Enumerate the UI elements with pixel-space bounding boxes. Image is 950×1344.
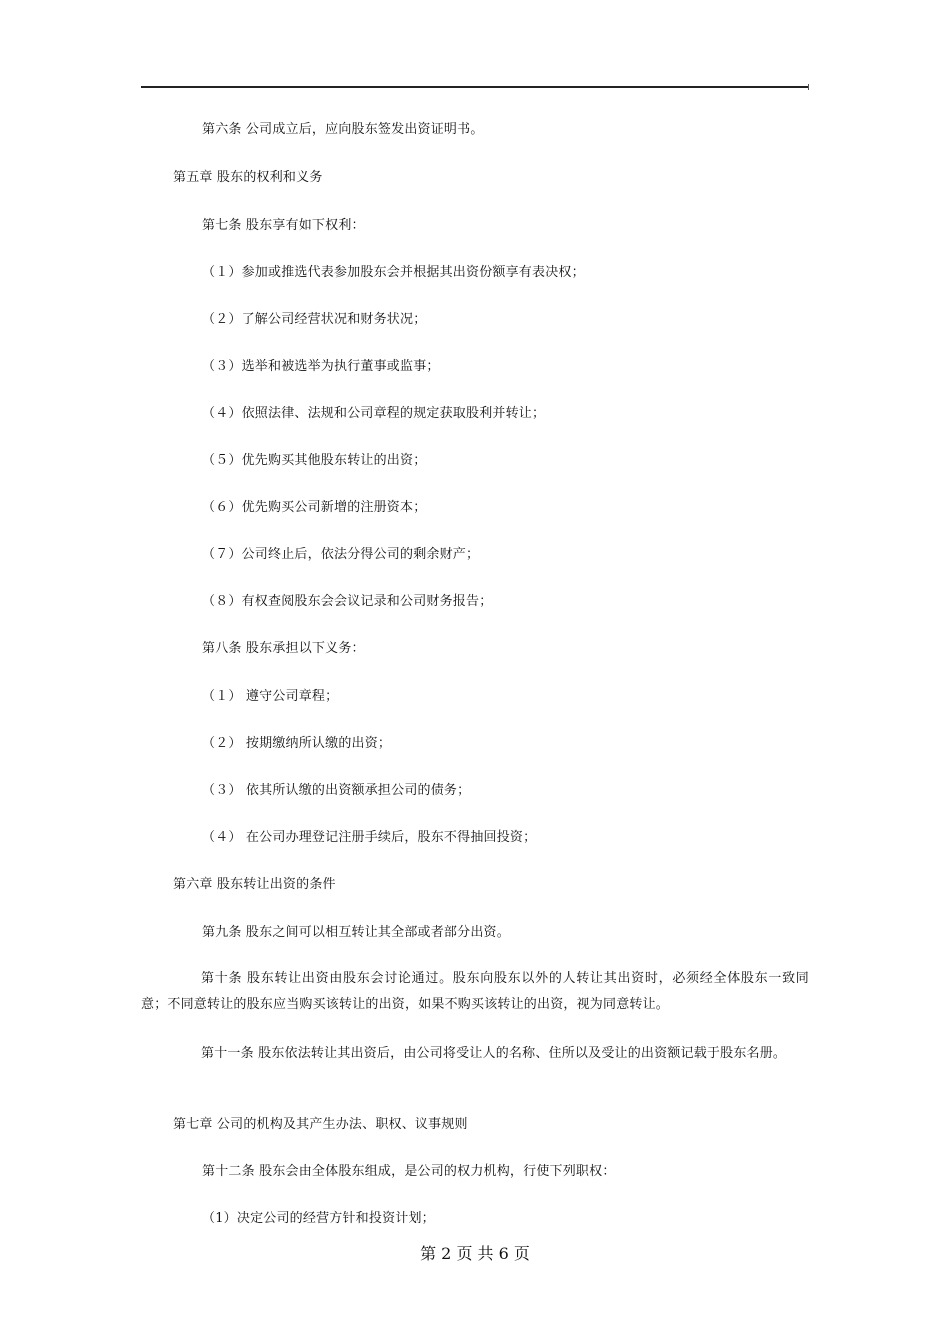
article-10: 第十条 股东转让出资由股东会讨论通过。股东向股东以外的人转让其出资时，必须经全体股东一致同意；不同意转让的股东应当购买该转让的出资，如果不购买该转让的出资，视为同意转让。 xyxy=(141,971,809,1012)
article-12: 第十二条 股东会由全体股东组成，是公司的权力机构，行使下列职权： xyxy=(202,1164,616,1179)
right-item-6: （６）优先购买公司新增的注册资本； xyxy=(202,500,427,515)
chapter-6-heading: 第六章 股东转让出资的条件 xyxy=(173,877,336,892)
right-item-5: （５）优先购买其他股东转让的出资； xyxy=(202,453,427,468)
duty-item-2: （２） 按期缴纳所认缴的出资； xyxy=(202,736,392,751)
header-rule-mark xyxy=(808,84,809,90)
chapter-5-heading: 第五章 股东的权利和义务 xyxy=(173,170,323,185)
article-11: 第十一条 股东依法转让其出资后，由公司将受让人的名称、住所以及受让的出资额记载于股东名册。 xyxy=(201,1046,787,1061)
article-6: 第六条 公司成立后，应向股东签发出资证明书。 xyxy=(202,122,484,137)
right-item-3: （３）选举和被选举为执行董事或监事； xyxy=(202,359,440,374)
header-rule xyxy=(141,86,809,88)
duty-item-4: （４） 在公司办理登记注册手续后，股东不得抽回投资； xyxy=(202,830,537,845)
right-item-7: （７）公司终止后，依法分得公司的剩余财产； xyxy=(202,547,480,562)
power-item-1: （1）决定公司的经营方针和投资计划； xyxy=(202,1211,435,1226)
right-item-1: （１）参加或推选代表参加股东会并根据其出资份额享有表决权； xyxy=(202,265,585,280)
article-8: 第八条 股东承担以下义务： xyxy=(202,641,365,656)
right-item-2: （２）了解公司经营状况和财务状况； xyxy=(202,312,427,327)
chapter-7-heading: 第七章 公司的机构及其产生办法、职权、议事规则 xyxy=(173,1117,468,1132)
article-7: 第七条 股东享有如下权利： xyxy=(202,218,365,233)
right-item-4: （４）依照法律、法规和公司章程的规定获取股利并转让； xyxy=(202,406,546,421)
duty-item-3: （３） 依其所认缴的出资额承担公司的债务； xyxy=(202,783,471,798)
article-9: 第九条 股东之间可以相互转让其全部或者部分出资。 xyxy=(202,925,510,940)
page-number: 第 2 页 共 6 页 xyxy=(420,1244,530,1263)
right-item-8: （８）有权查阅股东会会议记录和公司财务报告； xyxy=(202,594,493,609)
duty-item-1: （１） 遵守公司章程； xyxy=(202,689,339,704)
